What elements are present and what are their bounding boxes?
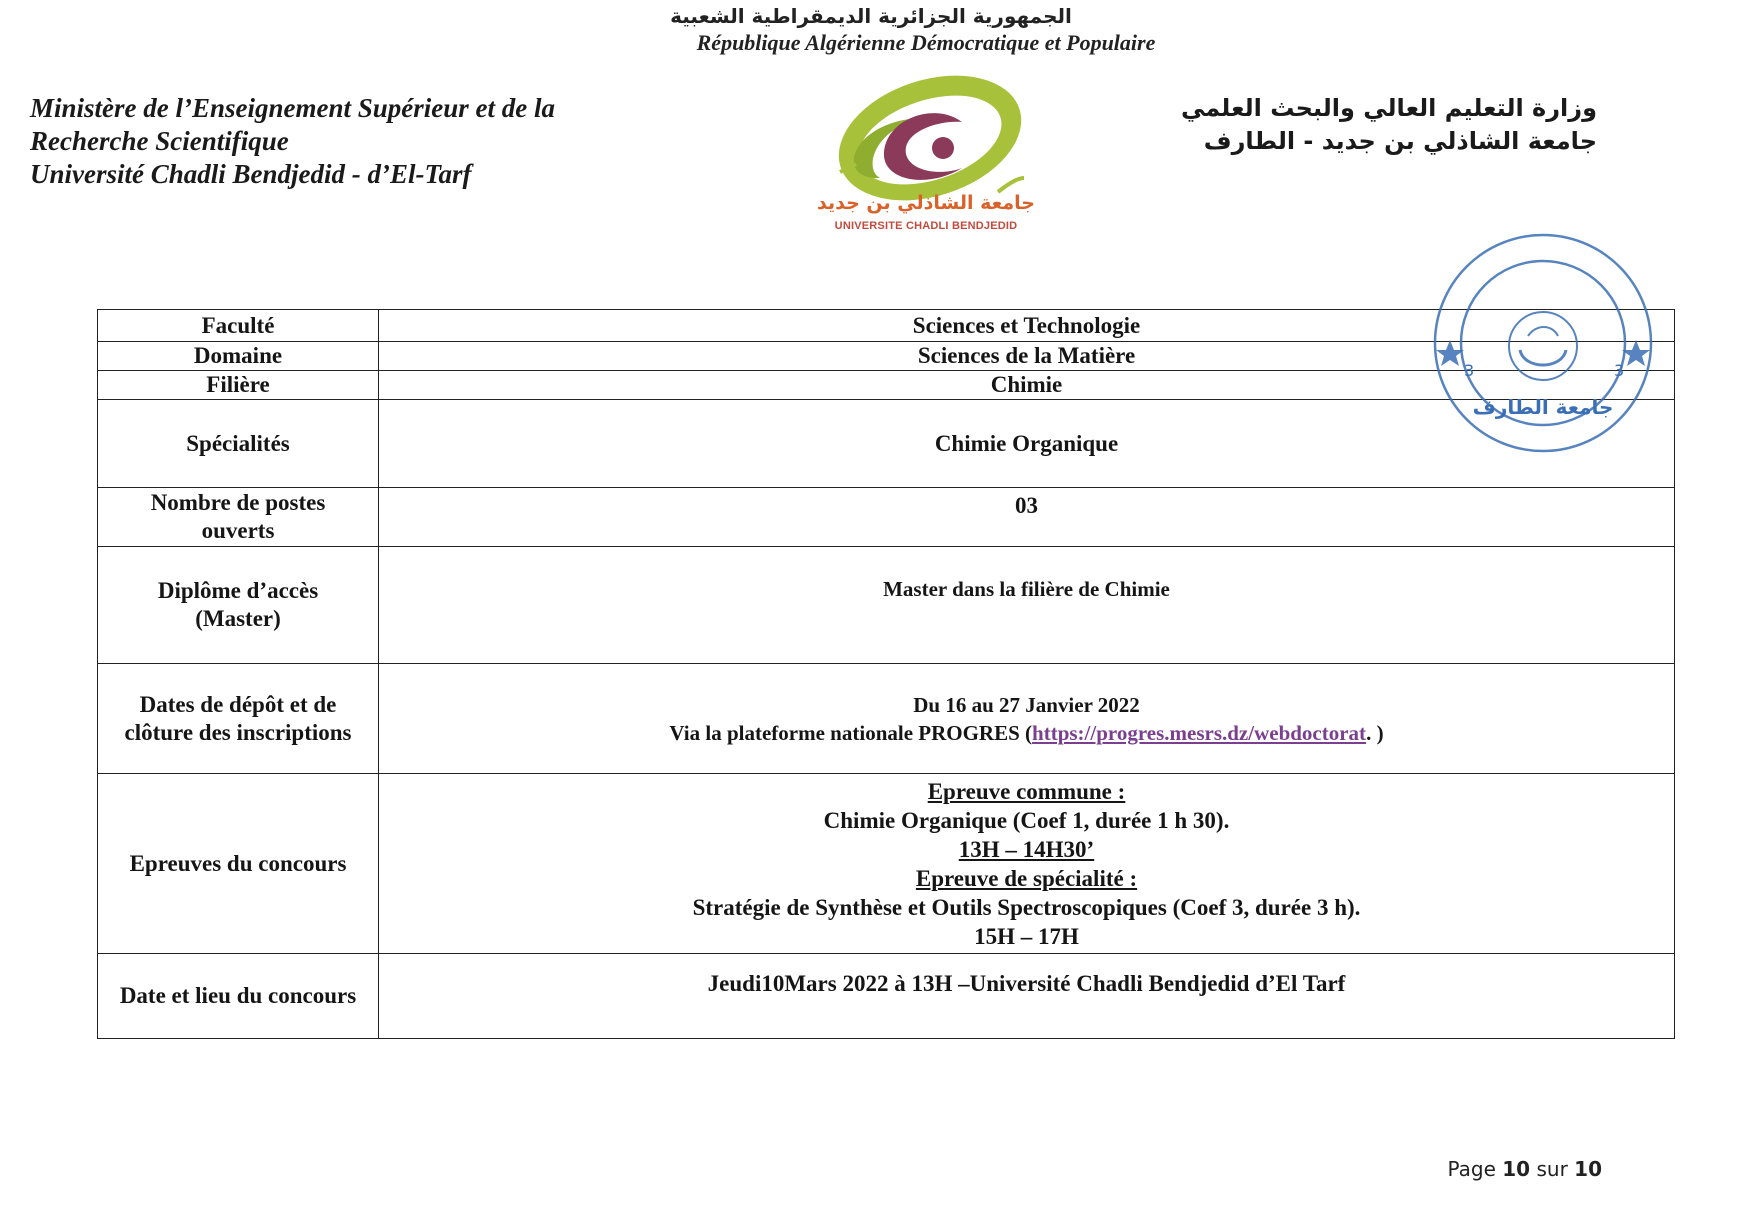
postes-label-line-1: Nombre de postes: [150, 490, 326, 515]
ministry-block-french: [30, 92, 555, 191]
epreuves-label: Epreuves du concours: [98, 774, 379, 954]
postes-label-line-2: ouverts: [201, 518, 275, 543]
faculte-value: Sciences et Technologie: [379, 310, 1675, 342]
platform-text-end: . ): [1366, 720, 1384, 745]
epreuve-commune-title: Epreuve commune :: [927, 778, 1126, 804]
epreuve-specialite-desc: Stratégie de Synthèse et Outils Spectroscopiques (Coef 3, durée 3 h).: [692, 894, 1361, 920]
dates-label-line-1: Dates de dépôt et de: [139, 691, 337, 717]
page-number: [1447, 1157, 1602, 1181]
progres-link[interactable]: https://progres.mesrs.dz/webdoctorat: [1032, 720, 1367, 745]
diplome-label-line-1: Diplôme d’accès: [157, 578, 319, 603]
dates-platform: [379, 719, 1674, 747]
page-total: 10: [1574, 1157, 1602, 1181]
table-row-dates: [98, 664, 1675, 774]
filiere-label: Filière: [98, 371, 379, 400]
table-row-lieu: [98, 954, 1675, 1039]
specialites-label: Spécialités: [98, 400, 379, 488]
specialites-value: Chimie Organique: [379, 400, 1675, 488]
logo-name-arabic: جامعة الشاذلي بن جديد: [817, 192, 1035, 214]
stamp-number-right: 3: [1614, 361, 1625, 380]
republic-title-arabic: الجمهورية الجزائرية الديمقراطية الشعبية: [670, 4, 1072, 28]
ministry-block-arabic: [1181, 92, 1597, 158]
dates-period: Du 16 au 27 Janvier 2022: [913, 692, 1140, 717]
ministry-line-arabic-2: جامعة الشاذلي بن جديد - الطارف: [1203, 127, 1597, 155]
lieu-label: Date et lieu du concours: [98, 954, 379, 1039]
stamp-number-left: 3: [1464, 361, 1475, 380]
page-word: Page: [1447, 1157, 1496, 1181]
epreuve-specialite-time: 15H – 17H: [974, 923, 1079, 949]
page-current: 10: [1502, 1157, 1531, 1181]
epreuve-commune-time: 13H – 14H30’: [958, 836, 1095, 862]
stamp-text-arabic: جامعة الطارف: [1472, 395, 1614, 419]
postes-value: 03: [379, 488, 1675, 547]
domaine-label: Domaine: [98, 342, 379, 371]
epreuves-value: [379, 774, 1675, 954]
ministry-line-1: Ministère de l’Enseignement Supérieur et de la: [30, 93, 556, 123]
filiere-value: Chimie: [379, 371, 1675, 400]
sur-word: sur: [1536, 1157, 1568, 1181]
epreuve-specialite-title: Epreuve de spécialité :: [915, 865, 1138, 891]
republic-title-french: République Algérienne Démocratique et Populaire: [696, 30, 1156, 55]
dates-label: [98, 664, 379, 774]
dates-label-line-2: clôture des inscriptions: [124, 719, 352, 745]
ministry-line-arabic-1: وزارة التعليم العالي والبحث العلمي: [1180, 94, 1597, 122]
diplome-label-line-2: (Master): [195, 606, 281, 631]
platform-text: Via la plateforme nationale PROGRES (: [669, 720, 1033, 745]
epreuve-commune-desc: Chimie Organique (Coef 1, durée 1 h 30).: [823, 807, 1230, 833]
diplome-value: Master dans la filière de Chimie: [379, 547, 1675, 664]
lieu-value: Jeudi10Mars 2022 à 13H –Université Chadli Bendjedid d’El Tarf: [379, 954, 1675, 1039]
ministry-line-2: Recherche Scientifique: [30, 126, 289, 156]
table-row-diplome: [98, 547, 1675, 664]
dates-value: [379, 664, 1675, 774]
faculte-label: Faculté: [98, 310, 379, 342]
table-row-epreuves: [98, 774, 1675, 954]
official-stamp: [1428, 228, 1658, 458]
diplome-label: [98, 547, 379, 664]
university-line: Université Chadli Bendjedid - d’El-Tarf: [30, 159, 472, 189]
domaine-value: Sciences de la Matière: [379, 342, 1675, 371]
postes-label: [98, 488, 379, 547]
logo-name-french: UNIVERSITE CHADLI BENDJEDID: [834, 220, 1018, 232]
table-row-postes: [98, 488, 1675, 547]
